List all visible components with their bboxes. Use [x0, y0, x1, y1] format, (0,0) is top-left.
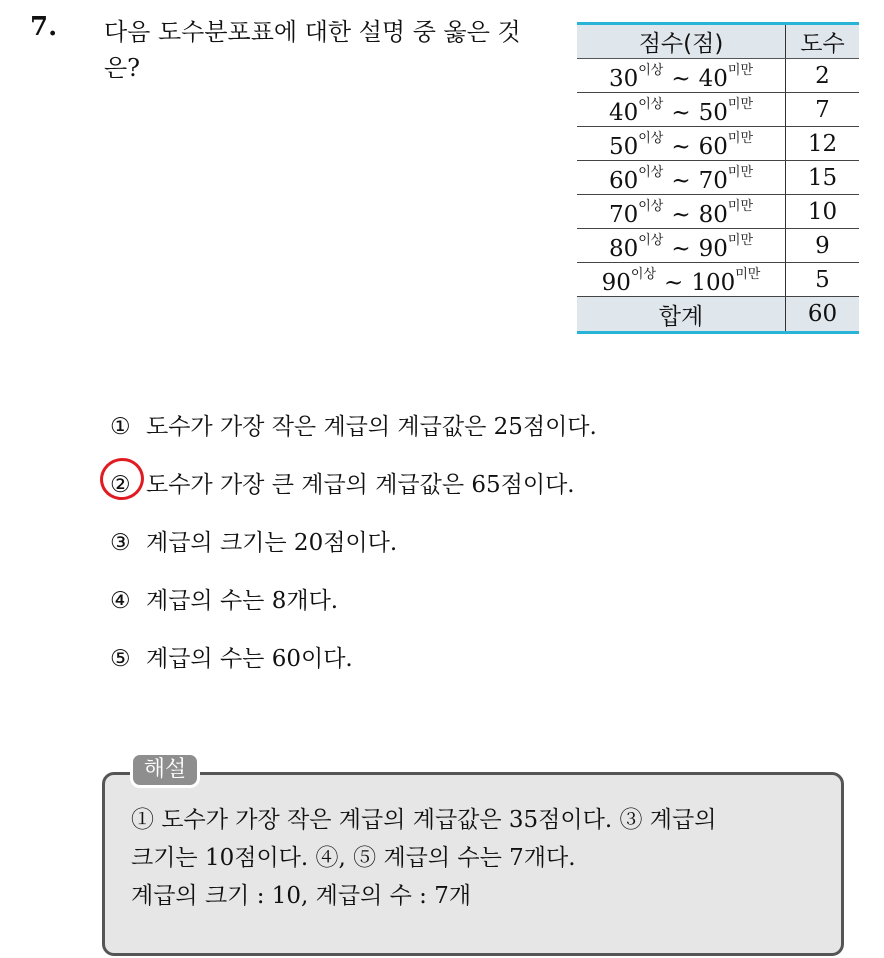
suffix-to: 미만	[727, 165, 754, 180]
interval-from: 70	[608, 202, 639, 228]
interval-tilde: ~	[671, 100, 691, 126]
interval-tilde: ~	[671, 66, 691, 92]
class-interval	[577, 195, 786, 229]
suffix-to: 미만	[727, 199, 754, 214]
solution-line-2: 크기는 10점이다. ④, ⑤ 계급의 수는 7개다.	[131, 845, 576, 871]
choice-text: 계급의 크기는 20점이다.	[146, 530, 398, 556]
class-interval	[577, 127, 786, 161]
suffix-to: 미만	[735, 267, 761, 282]
choice-text: 도수가 가장 작은 계급의 계급값은 25점이다.	[146, 414, 597, 440]
choice-number: ⑤	[110, 646, 131, 672]
interval-to: 60	[698, 134, 728, 160]
suffix-to: 미만	[727, 131, 754, 146]
choice-number: ②	[110, 472, 131, 498]
suffix-from: 이상	[638, 233, 664, 248]
interval-to: 100	[691, 270, 736, 296]
interval-tilde: ~	[664, 270, 684, 296]
total-value: 60	[786, 297, 860, 333]
table-row	[577, 263, 859, 297]
choice-3[interactable]	[110, 524, 397, 557]
interval-from: 80	[608, 236, 639, 262]
suffix-from: 이상	[630, 267, 657, 282]
interval-tilde: ~	[671, 236, 691, 262]
choice-text: 계급의 수는 60이다.	[146, 646, 353, 672]
choice-1[interactable]	[110, 408, 597, 441]
table-row	[577, 161, 859, 195]
interval-to: 40	[698, 66, 728, 92]
choice-number: ③	[110, 530, 131, 556]
table-row	[577, 127, 859, 161]
table-row	[577, 59, 859, 93]
class-interval	[577, 93, 786, 127]
suffix-to: 미만	[727, 233, 754, 248]
choice-text: 계급의 수는 8개다.	[146, 588, 339, 614]
suffix-from: 이상	[638, 63, 664, 78]
table-header-row	[577, 24, 859, 59]
interval-to: 90	[698, 236, 728, 262]
interval-tilde: ~	[671, 168, 691, 194]
solution-text	[131, 801, 831, 915]
suffix-to: 미만	[727, 97, 754, 112]
frequency-value: 15	[786, 161, 860, 195]
choice-number: ①	[110, 414, 131, 440]
header-frequency: 도수	[786, 24, 860, 59]
choice-text: 도수가 가장 큰 계급의 계급값은 65점이다.	[146, 472, 575, 498]
frequency-value: 5	[786, 263, 860, 297]
interval-from: 50	[608, 134, 639, 160]
class-interval	[577, 161, 786, 195]
solution-tag: 해설	[130, 752, 200, 788]
choice-number: ④	[110, 588, 131, 614]
interval-from: 30	[608, 66, 639, 92]
table-total-row	[577, 297, 859, 333]
frequency-value: 7	[786, 93, 860, 127]
question-text: 다음 도수분포표에 대한 설명 중 옳은 것은?	[104, 18, 521, 82]
table-row	[577, 195, 859, 229]
total-label: 합계	[577, 297, 786, 333]
suffix-from: 이상	[638, 199, 664, 214]
class-interval	[577, 263, 786, 297]
suffix-from: 이상	[638, 165, 664, 180]
class-interval	[577, 229, 786, 263]
class-interval	[577, 59, 786, 93]
header-score: 점수(점)	[577, 24, 786, 59]
suffix-from: 이상	[638, 97, 664, 112]
table-row	[577, 93, 859, 127]
interval-from: 90	[601, 270, 631, 296]
solution-line-1: ① 도수가 가장 작은 계급의 계급값은 35점이다. ③ 계급의	[131, 807, 717, 833]
choice-2[interactable]	[110, 466, 575, 499]
suffix-to: 미만	[727, 63, 754, 78]
interval-from: 60	[608, 168, 639, 194]
frequency-value: 12	[786, 127, 860, 161]
interval-to: 80	[698, 202, 728, 228]
interval-to: 70	[698, 168, 728, 194]
interval-to: 50	[698, 100, 728, 126]
table-row	[577, 229, 859, 263]
frequency-value: 9	[786, 229, 860, 263]
interval-from: 40	[608, 100, 639, 126]
frequency-value: 10	[786, 195, 860, 229]
frequency-table	[577, 22, 859, 334]
interval-tilde: ~	[671, 134, 691, 160]
choice-4[interactable]	[110, 582, 338, 615]
frequency-value: 2	[786, 59, 860, 93]
solution-line-3: 계급의 크기 : 10, 계급의 수 : 7개	[131, 883, 472, 909]
question-number: 7.	[30, 12, 58, 42]
suffix-from: 이상	[638, 131, 664, 146]
solution-box	[102, 772, 844, 956]
choice-5[interactable]	[110, 640, 353, 673]
interval-tilde: ~	[671, 202, 691, 228]
